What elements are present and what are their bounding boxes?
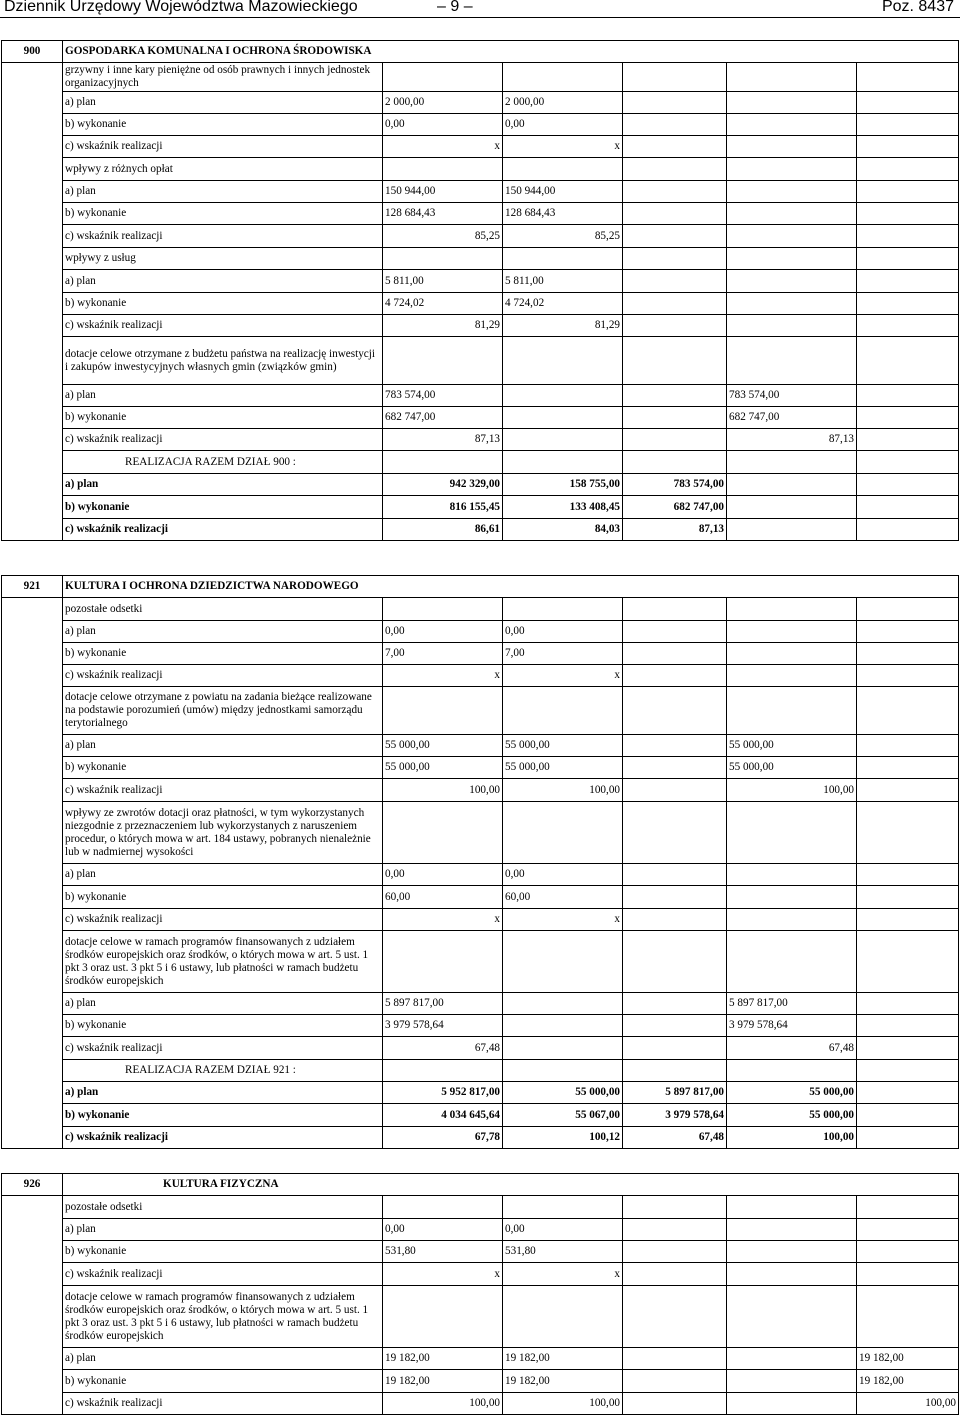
item-label-row xyxy=(2,687,959,735)
item-label: grzywny i inne kary pieniężne od osób prawnych i innych jednostek organizacyjnych xyxy=(63,63,383,92)
value-cell: 150 944,00 xyxy=(383,181,503,203)
table-row xyxy=(2,779,959,802)
value-cell: x xyxy=(503,665,623,687)
value-cell: 19 182,00 xyxy=(383,1370,503,1393)
item-label-row xyxy=(2,158,959,181)
row-label: c) wskaźnik realizacji xyxy=(63,779,383,802)
value-cell: 5 897 817,00 xyxy=(383,993,503,1015)
table-row xyxy=(2,993,959,1015)
value-cell: 682 747,00 xyxy=(623,496,727,519)
position-number: Poz. 8437 xyxy=(881,0,954,15)
row-label: c) wskaźnik realizacji xyxy=(63,909,383,931)
value-cell: 87,13 xyxy=(727,429,857,451)
table-row xyxy=(2,886,959,909)
row-label: a) plan xyxy=(63,1082,383,1104)
value-cell: 4 034 645,64 xyxy=(383,1104,503,1127)
row-label: a) plan xyxy=(63,864,383,886)
row-label: c) wskaźnik realizacji xyxy=(63,315,383,337)
value-cell: 100,00 xyxy=(383,779,503,802)
value-cell: 5 811,00 xyxy=(383,270,503,293)
item-label: dotacje celowe w ramach programów finansowanych z udziałem środków europejskich oraz środków, o których mowa w art. 5 ust. 1 pkt 3 oraz ust. 3 pkt 5 i 6 ustawy, lub płatności w ramach budżetu środków europejskich xyxy=(63,1286,383,1348)
row-label: c) wskaźnik realizacji xyxy=(63,225,383,248)
table-row xyxy=(2,621,959,643)
value-cell: 4 724,02 xyxy=(503,293,623,315)
value-cell: 783 574,00 xyxy=(623,474,727,496)
item-label: dotacje celowe w ramach programów finansowanych z udziałem środków europejskich oraz środków, o których mowa w art. 5 ust. 1 pkt 3 oraz ust. 3 pkt 5 i 6 ustawy, lub płatności w ramach budżetu środków europejskich xyxy=(63,931,383,993)
item-label-row xyxy=(2,337,959,385)
value-cell: 81,29 xyxy=(503,315,623,337)
value-cell: 81,29 xyxy=(383,315,503,337)
item-label: wpływy ze zwrotów dotacji oraz płatności, w tym wykorzystanych niezgodnie z przeznaczeniem lub wykorzystanych z naruszeniem procedur, o których mowa w art. 184 ustawy, pobranych nienależnie lub w nadmiernej wysokości xyxy=(63,802,383,864)
value-cell: 0,00 xyxy=(503,114,623,136)
row-label: c) wskaźnik realizacji xyxy=(63,136,383,158)
value-cell: 7,00 xyxy=(503,643,623,665)
value-cell: 128 684,43 xyxy=(503,203,623,225)
row-label: a) plan xyxy=(63,270,383,293)
row-label: c) wskaźnik realizacji xyxy=(63,1127,383,1149)
row-label: a) plan xyxy=(63,385,383,407)
total-header-row xyxy=(2,451,959,474)
row-label: b) wykonanie xyxy=(63,643,383,665)
table-row xyxy=(2,496,959,519)
total-header-row xyxy=(2,1060,959,1082)
value-cell: 19 182,00 xyxy=(503,1348,623,1370)
row-label: b) wykonanie xyxy=(63,114,383,136)
value-cell: 55 000,00 xyxy=(727,735,857,757)
table-row xyxy=(2,643,959,665)
section-code: 921 xyxy=(2,576,63,598)
indent-cell xyxy=(2,63,63,541)
total-label: REALIZACJA RAZEM DZIAŁ 921 : xyxy=(63,1060,383,1082)
value-cell: 0,00 xyxy=(383,1219,503,1241)
table-row xyxy=(2,1370,959,1393)
section-header xyxy=(2,41,959,63)
header-rule xyxy=(0,17,960,18)
value-cell: 531,80 xyxy=(383,1241,503,1263)
value-cell: 7,00 xyxy=(383,643,503,665)
item-label: pozostałe odsetki xyxy=(63,1196,383,1219)
value-cell: 55 000,00 xyxy=(727,757,857,779)
row-label: a) plan xyxy=(63,1348,383,1370)
table-row xyxy=(2,735,959,757)
table-row xyxy=(2,1127,959,1149)
section-header xyxy=(2,576,959,598)
value-cell: 3 979 578,64 xyxy=(727,1015,857,1037)
item-label: pozostałe odsetki xyxy=(63,598,383,621)
item-label: wpływy z usług xyxy=(63,248,383,270)
table-row xyxy=(2,1037,959,1060)
table-row xyxy=(2,136,959,158)
value-cell: 67,48 xyxy=(623,1127,727,1149)
table-row xyxy=(2,114,959,136)
row-label: a) plan xyxy=(63,1219,383,1241)
table-row xyxy=(2,864,959,886)
section-code: 926 xyxy=(2,1174,63,1196)
section-title: KULTURA FIZYCZNA xyxy=(63,1174,959,1196)
value-cell: 531,80 xyxy=(503,1241,623,1263)
table-row xyxy=(2,1241,959,1263)
item-label-row xyxy=(2,63,959,92)
section-926-table xyxy=(1,1173,959,1415)
value-cell: 55 000,00 xyxy=(383,757,503,779)
indent-cell xyxy=(2,1196,63,1415)
table-row xyxy=(2,1015,959,1037)
row-label: b) wykonanie xyxy=(63,293,383,315)
row-label: b) wykonanie xyxy=(63,1241,383,1263)
row-label: b) wykonanie xyxy=(63,203,383,225)
value-cell: 85,25 xyxy=(503,225,623,248)
item-label-row xyxy=(2,248,959,270)
value-cell: 0,00 xyxy=(383,621,503,643)
table-row xyxy=(2,385,959,407)
value-cell: 100,12 xyxy=(503,1127,623,1149)
row-label: a) plan xyxy=(63,621,383,643)
value-cell: x xyxy=(383,909,503,931)
table-row xyxy=(2,293,959,315)
table-row xyxy=(2,665,959,687)
table-row xyxy=(2,1348,959,1370)
table-row xyxy=(2,181,959,203)
value-cell: 2 000,00 xyxy=(383,92,503,114)
row-label: a) plan xyxy=(63,92,383,114)
value-cell: 5 897 817,00 xyxy=(623,1082,727,1104)
item-label-row xyxy=(2,1286,959,1348)
row-label: a) plan xyxy=(63,474,383,496)
value-cell: 55 000,00 xyxy=(727,1082,857,1104)
value-cell: 19 182,00 xyxy=(503,1370,623,1393)
value-cell: 60,00 xyxy=(503,886,623,909)
value-cell: 3 979 578,64 xyxy=(623,1104,727,1127)
section-title: KULTURA I OCHRONA DZIEDZICTWA NARODOWEGO xyxy=(63,576,959,598)
section-900-table xyxy=(1,40,959,541)
value-cell: 0,00 xyxy=(503,864,623,886)
value-cell: 3 979 578,64 xyxy=(383,1015,503,1037)
section-header xyxy=(2,1174,959,1196)
item-label-row xyxy=(2,1196,959,1219)
row-label: b) wykonanie xyxy=(63,1370,383,1393)
value-cell: 19 182,00 xyxy=(857,1370,959,1393)
value-cell: x xyxy=(503,136,623,158)
value-cell: 87,13 xyxy=(383,429,503,451)
value-cell: 67,48 xyxy=(383,1037,503,1060)
table-row xyxy=(2,1219,959,1241)
row-label: b) wykonanie xyxy=(63,886,383,909)
value-cell: 5 952 817,00 xyxy=(383,1082,503,1104)
value-cell: 682 747,00 xyxy=(727,407,857,429)
row-label: c) wskaźnik realizacji xyxy=(63,665,383,687)
value-cell: 0,00 xyxy=(383,114,503,136)
value-cell: 67,78 xyxy=(383,1127,503,1149)
value-cell: 55 000,00 xyxy=(503,735,623,757)
value-cell: 942 329,00 xyxy=(383,474,503,496)
value-cell: 128 684,43 xyxy=(383,203,503,225)
page-header xyxy=(0,0,960,22)
value-cell: 100,00 xyxy=(383,1393,503,1415)
value-cell: 816 155,45 xyxy=(383,496,503,519)
value-cell: x xyxy=(503,1263,623,1286)
item-label-row xyxy=(2,598,959,621)
value-cell: 150 944,00 xyxy=(503,181,623,203)
value-cell: 5 811,00 xyxy=(503,270,623,293)
value-cell: 100,00 xyxy=(503,779,623,802)
table-row xyxy=(2,1263,959,1286)
row-label: c) wskaźnik realizacji xyxy=(63,1037,383,1060)
value-cell: 0,00 xyxy=(503,621,623,643)
page-number: – 9 – xyxy=(437,0,473,15)
value-cell: 60,00 xyxy=(383,886,503,909)
value-cell: x xyxy=(383,136,503,158)
total-label: REALIZACJA RAZEM DZIAŁ 900 : xyxy=(63,451,383,474)
table-row xyxy=(2,225,959,248)
table-row xyxy=(2,1104,959,1127)
value-cell: 100,00 xyxy=(857,1393,959,1415)
value-cell: 19 182,00 xyxy=(857,1348,959,1370)
indent-cell xyxy=(2,598,63,1149)
row-label: c) wskaźnik realizacji xyxy=(63,1263,383,1286)
row-label: b) wykonanie xyxy=(63,496,383,519)
row-label: a) plan xyxy=(63,735,383,757)
item-label-row xyxy=(2,802,959,864)
table-row xyxy=(2,519,959,541)
section-title: GOSPODARKA KOMUNALNA I OCHRONA ŚRODOWISKA xyxy=(63,41,959,63)
row-label: c) wskaźnik realizacji xyxy=(63,519,383,541)
row-label: a) plan xyxy=(63,181,383,203)
table-row xyxy=(2,429,959,451)
value-cell: 19 182,00 xyxy=(383,1348,503,1370)
value-cell: x xyxy=(503,909,623,931)
table-row xyxy=(2,1393,959,1415)
value-cell: 55 000,00 xyxy=(503,1082,623,1104)
value-cell: x xyxy=(383,1263,503,1286)
value-cell: 55 067,00 xyxy=(503,1104,623,1127)
value-cell: 55 000,00 xyxy=(503,757,623,779)
table-row xyxy=(2,909,959,931)
value-cell: 55 000,00 xyxy=(727,1104,857,1127)
table-row xyxy=(2,270,959,293)
value-cell: x xyxy=(383,665,503,687)
value-cell: 158 755,00 xyxy=(503,474,623,496)
value-cell: 100,00 xyxy=(503,1393,623,1415)
value-cell: 783 574,00 xyxy=(727,385,857,407)
row-label: c) wskaźnik realizacji xyxy=(63,429,383,451)
row-label: b) wykonanie xyxy=(63,407,383,429)
item-label: dotacje celowe otrzymane z powiatu na zadania bieżące realizowane na podstawie porozumień (umów) między jednostkami samorządu terytorialnego xyxy=(63,687,383,735)
table-row xyxy=(2,757,959,779)
row-label: a) plan xyxy=(63,993,383,1015)
value-cell: 133 408,45 xyxy=(503,496,623,519)
row-label: c) wskaźnik realizacji xyxy=(63,1393,383,1415)
value-cell: 0,00 xyxy=(383,864,503,886)
value-cell: 0,00 xyxy=(503,1219,623,1241)
row-label: b) wykonanie xyxy=(63,1015,383,1037)
value-cell: 682 747,00 xyxy=(383,407,503,429)
value-cell: 4 724,02 xyxy=(383,293,503,315)
value-cell: 86,61 xyxy=(383,519,503,541)
section-921-table xyxy=(1,575,959,1149)
item-label-row xyxy=(2,931,959,993)
item-label: wpływy z różnych opłat xyxy=(63,158,383,181)
table-row xyxy=(2,407,959,429)
value-cell: 67,48 xyxy=(727,1037,857,1060)
value-cell: 2 000,00 xyxy=(503,92,623,114)
row-label: b) wykonanie xyxy=(63,757,383,779)
row-label: b) wykonanie xyxy=(63,1104,383,1127)
item-label: dotacje celowe otrzymane z budżetu państwa na realizację inwestycji i zakupów inwestycyjnych własnych gmin (związków gmin) xyxy=(63,337,383,385)
table-row xyxy=(2,474,959,496)
value-cell: 85,25 xyxy=(383,225,503,248)
table-row xyxy=(2,1082,959,1104)
value-cell: 87,13 xyxy=(623,519,727,541)
value-cell: 84,03 xyxy=(503,519,623,541)
table-row xyxy=(2,315,959,337)
section-code: 900 xyxy=(2,41,63,63)
value-cell: 55 000,00 xyxy=(383,735,503,757)
table-row xyxy=(2,92,959,114)
value-cell: 5 897 817,00 xyxy=(727,993,857,1015)
table-row xyxy=(2,203,959,225)
value-cell: 100,00 xyxy=(727,779,857,802)
value-cell: 100,00 xyxy=(727,1127,857,1149)
value-cell: 783 574,00 xyxy=(383,385,503,407)
journal-title: Dziennik Urzędowy Województwa Mazowieckiego xyxy=(4,0,358,15)
